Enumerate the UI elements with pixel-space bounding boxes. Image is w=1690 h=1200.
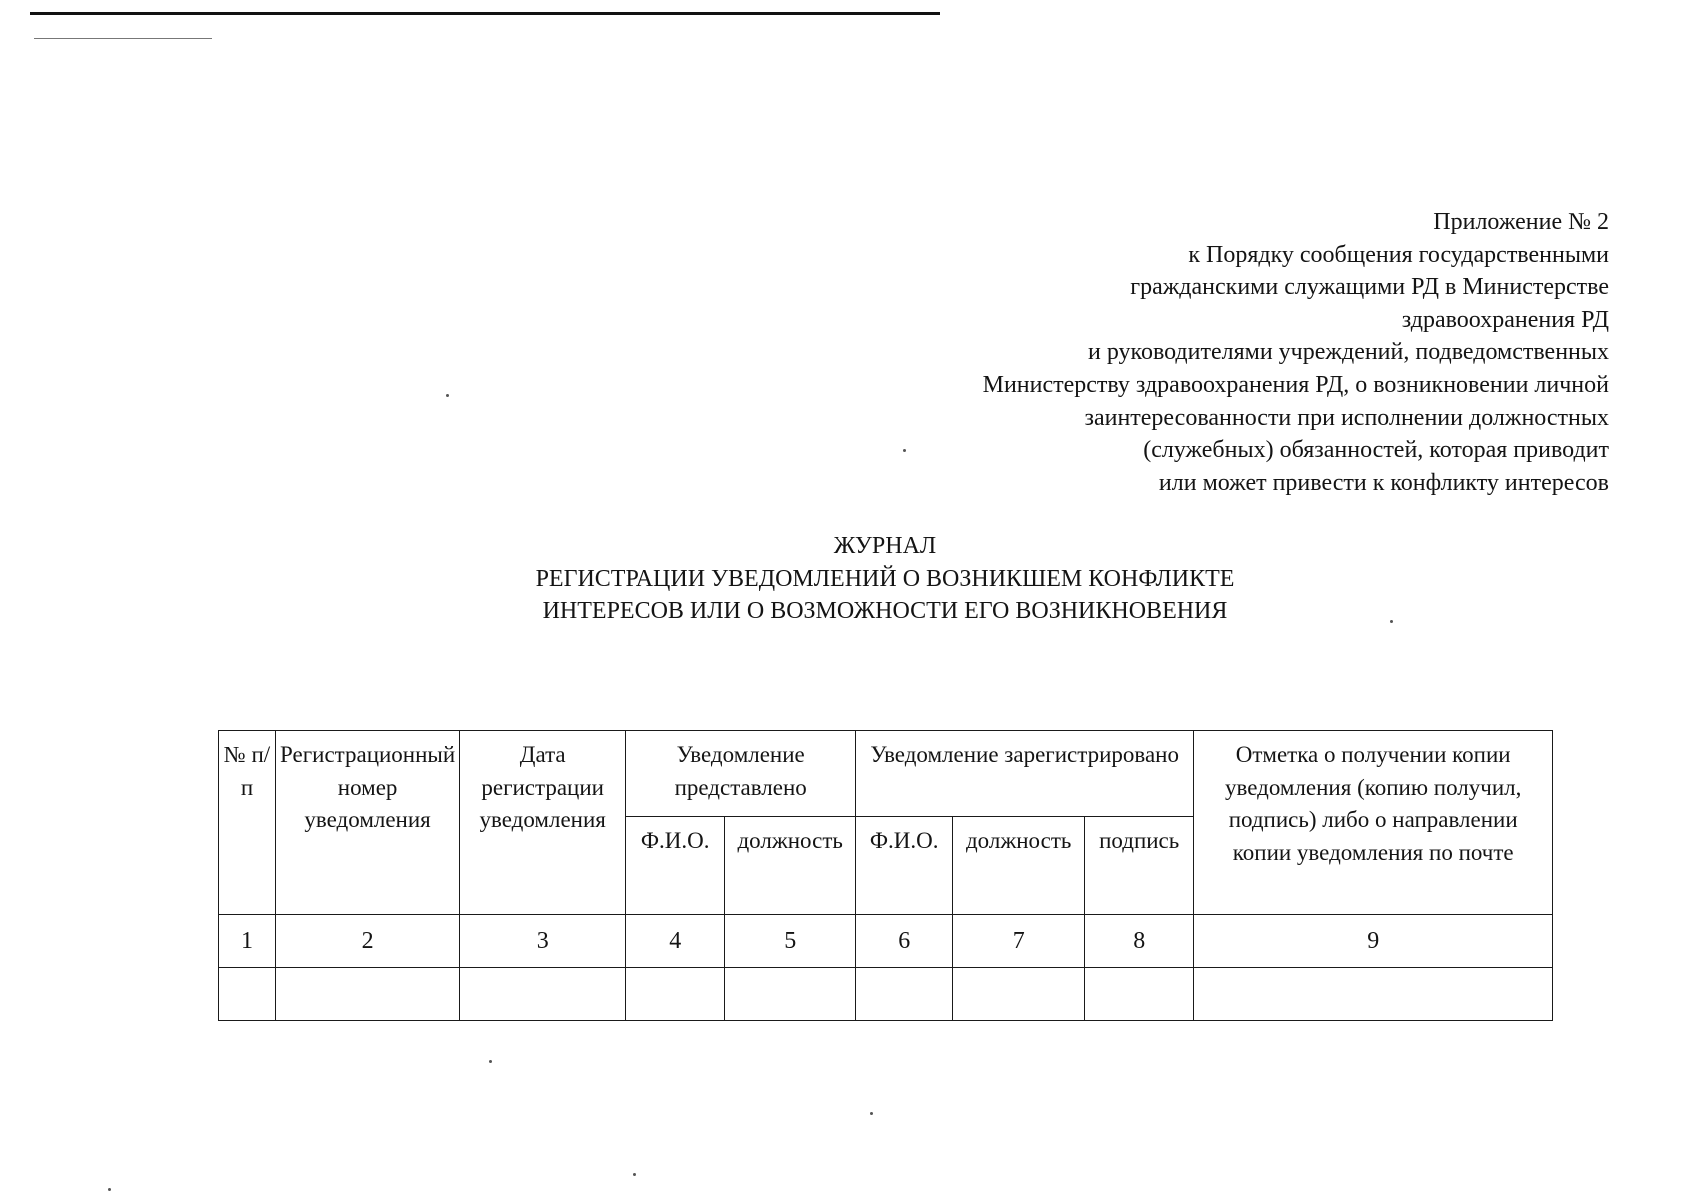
column-number: 9 (1194, 915, 1553, 968)
appendix-line: или может привести к конфликту интересов (1158, 469, 1609, 496)
header-group-submitted: Уведомление представлено (626, 731, 856, 817)
column-number: 1 (219, 915, 276, 968)
appendix-line: к Порядку сообщения государственными (1188, 241, 1609, 268)
header-submitted-position: должность (725, 817, 856, 915)
scan-speck (446, 394, 449, 397)
appendix-line: Приложение № 2 (1433, 209, 1609, 235)
title-line: ЖУРНАЛ (833, 533, 937, 559)
header-group-registered: Уведомление зарегистрировано (856, 731, 1194, 817)
table-cell (1194, 968, 1553, 1021)
scan-speck (870, 1112, 873, 1115)
column-number: 2 (276, 915, 460, 968)
scan-speck (1390, 620, 1393, 623)
table-cell (219, 968, 276, 1021)
column-number: 3 (460, 915, 626, 968)
table-cell (626, 968, 725, 1021)
table-cell (725, 968, 856, 1021)
table-cell (1085, 968, 1194, 1021)
document-title (0, 530, 1690, 628)
table-cell (856, 968, 953, 1021)
column-number: 6 (856, 915, 953, 968)
header-copy-mark: Отметка о получении копии уведомления (копию получил, подпись) либо о направлении копии уведомления по почте (1194, 731, 1553, 915)
appendix-line: Министерству здравоохранения РД, о возникновении личной (982, 371, 1609, 398)
scan-speck (108, 1188, 111, 1191)
column-number: 8 (1085, 915, 1194, 968)
scan-artifact-line (30, 12, 940, 15)
header-registration-date: Дата регистрации уведомления (460, 731, 626, 915)
title-line: ИНТЕРЕСОВ ИЛИ О ВОЗМОЖНОСТИ ЕГО ВОЗНИКНОВЕНИЯ (542, 598, 1228, 625)
scan-speck (489, 1060, 492, 1063)
header-registered-signature: подпись (1085, 817, 1194, 915)
scan-speck (903, 449, 906, 452)
notification-journal-table (218, 730, 1553, 1021)
scan-speck (633, 1173, 636, 1176)
appendix-line: и руководителями учреждений, подведомственных (1087, 339, 1609, 366)
appendix-line: здравоохранения РД (1401, 306, 1609, 333)
column-number: 4 (626, 915, 725, 968)
appendix-line: заинтересованности при исполнении должностных (1084, 404, 1609, 431)
table-cell (276, 968, 460, 1021)
column-number: 5 (725, 915, 856, 968)
table-row (219, 968, 1553, 1021)
header-registered-position: должность (953, 817, 1085, 915)
header-submitted-fio: Ф.И.О. (626, 817, 725, 915)
column-number-row (219, 915, 1553, 968)
table-cell (460, 968, 626, 1021)
scan-artifact-line (34, 38, 212, 39)
appendix-line: гражданскими служащими РД в Министерстве (1130, 274, 1609, 301)
title-line: РЕГИСТРАЦИИ УВЕДОМЛЕНИЙ О ВОЗНИКШЕМ КОНФЛИКТЕ (535, 565, 1235, 592)
appendix-line: (служебных) обязанностей, которая приводит (1143, 437, 1609, 464)
header-registration-number: Регистрационный номер уведомления (276, 731, 460, 915)
header-registered-fio: Ф.И.О. (856, 817, 953, 915)
appendix-reference (849, 206, 1609, 499)
table-cell (953, 968, 1085, 1021)
column-number: 7 (953, 915, 1085, 968)
header-number: № п/п (219, 731, 276, 915)
